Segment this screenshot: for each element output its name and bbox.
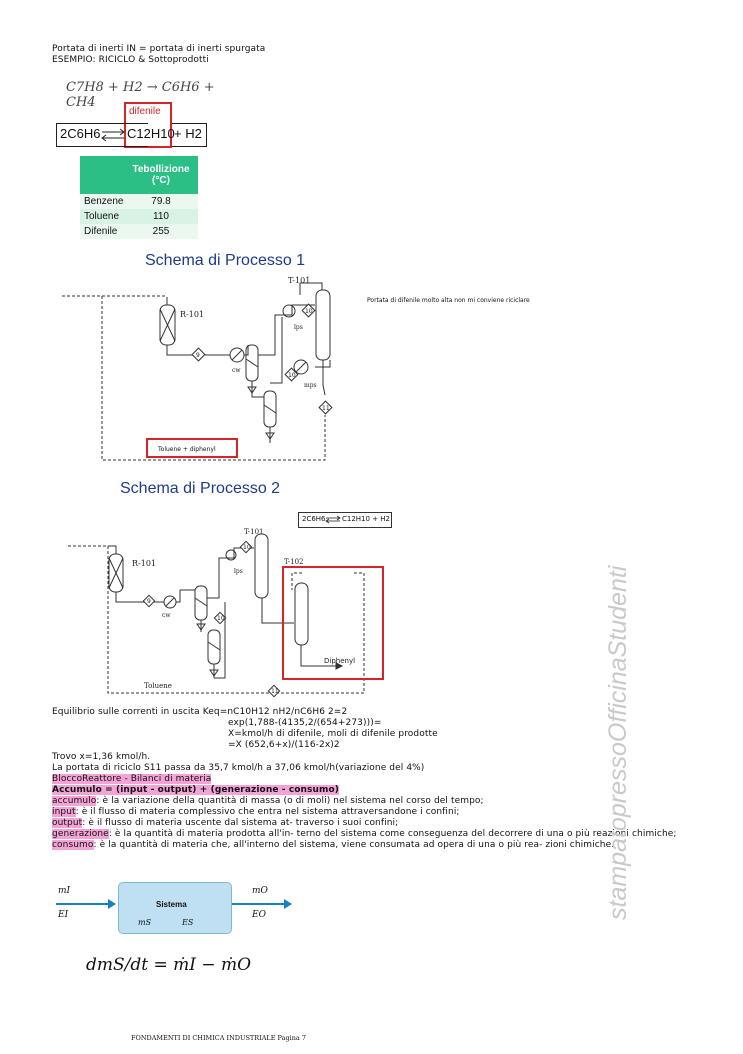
system-box-label: Sistema — [156, 900, 187, 909]
table-cell-value: 79.8 — [151, 196, 171, 207]
schema2-stream-10: 10 — [243, 544, 251, 551]
table-cell-value: 110 — [153, 211, 169, 222]
schema1-mps: mps — [304, 382, 317, 389]
schema2-eq-right: C12H10 + H2 — [342, 515, 390, 523]
hydrogen-term: + H2 — [174, 126, 202, 141]
boiling-point-table — [80, 156, 198, 239]
schema2-diphenyl: Diphenyl — [324, 657, 356, 665]
schema2-stream-9: 9 — [147, 598, 151, 605]
schema1-r101: R-101 — [180, 310, 204, 319]
body-line-3: X=kmol/h di difenile, moli di difenile prodotte — [228, 729, 438, 739]
intro-line-1: Portata di inerti IN = portata di inerti spurgata — [52, 44, 266, 54]
schema2-title: Schema di Processo 2 — [120, 480, 281, 497]
watermark: stampatopressoOfficinaStudenti — [604, 565, 632, 920]
system-mass-label: mS — [138, 918, 152, 927]
body-line-5: Trovo x=1,36 kmol/h. — [52, 752, 151, 762]
toluene-reaction-equation: C7H8 + H2 → C6H6 + CH4 — [66, 80, 215, 110]
heading-accumulo-equation: Accumulo = (input - output) + (generazione - consumo) — [52, 785, 339, 795]
term-accumulo: accumulo — [52, 796, 97, 806]
def-input — [52, 807, 460, 818]
system-diagram — [56, 880, 286, 940]
table-row — [80, 209, 198, 224]
schema2-equilibrium-icon — [325, 515, 341, 524]
table-row — [80, 194, 198, 209]
schema1-stream-10: 10 — [305, 308, 313, 315]
body-line-6: La portata di riciclo S11 passa da 35,7 kmol/h a 37,06 kmol/h(variazione del 4%) — [52, 763, 425, 773]
heading-bilanci: BloccoReattore - Bilanci di materia — [52, 774, 212, 784]
diphenyl-term: C12H10 — [127, 126, 175, 141]
def-output-text: : è il flusso di materia uscente dal sistema at- traverso i suoi confini; — [82, 818, 399, 828]
table-cell-name: Benzene — [84, 196, 124, 207]
input-energy-label: EI — [58, 910, 69, 920]
schema2-cw: cw — [162, 612, 171, 619]
def-consumo — [52, 840, 614, 851]
eq2-frame-right — [172, 123, 207, 147]
table-cell-value: 255 — [152, 226, 170, 237]
input-flow-label: mI — [58, 886, 71, 896]
schema1-stream-9: 9 — [196, 352, 200, 359]
schema1-box-label: Toluene + diphenyl — [158, 446, 216, 453]
def-generazione — [52, 829, 677, 840]
term-generazione: generazione — [52, 829, 109, 839]
schema1-lps: lps — [294, 324, 303, 331]
intro-line-2: ESEMPIO: RICICLO & Sottoprodotti — [52, 55, 209, 65]
schema1-t101: T-101 — [288, 276, 311, 285]
schema2-eq-left: 2C6H6 — [302, 515, 326, 523]
table-header-blank — [80, 156, 124, 194]
mass-balance-equation: dmS/dt = ṁI − ṁO — [86, 955, 252, 975]
schema2-toluene: Toluene — [144, 682, 172, 690]
def-generazione-text: : è la quantità di materia prodotta all'in- terno del sistema come conseguenza del decorrere di una o più reazioni chimiche; — [108, 829, 677, 839]
table-header-boiling: Tebollizione (°C) — [124, 156, 198, 194]
system-energy-label: ES — [182, 918, 194, 927]
output-arrow-icon — [232, 898, 292, 910]
body-line-1: Equilibrio sulle correnti in uscita Keq=nC10H12 nH2/nC6H6 2=2 — [52, 707, 348, 717]
table-cell-name: Difenile — [84, 226, 118, 237]
schema2-lps: lps — [234, 568, 243, 575]
def-output — [52, 818, 398, 829]
schema1-stream-10b: 10 — [288, 372, 296, 379]
schema2-red-box — [282, 566, 384, 680]
page-footer: FONDAMENTI DI CHIMICA INDUSTRIALE Pagina 7 — [131, 1034, 306, 1042]
def-consumo-text: : è la quantità di materia che, all'interno del sistema, viene consumata ad opera di una o più rea- zioni chimiche. — [93, 840, 615, 850]
schema2-r101: R-101 — [132, 559, 156, 568]
schema1-cw: cw — [232, 367, 241, 374]
def-input-text: : è il flusso di materia complessivo che entra nel sistema attraversandone i confini; — [75, 807, 460, 817]
def-accumulo-text: : è la variazione della quantità di massa (o di moli) nel sistema nel corso del tempo; — [96, 796, 484, 806]
schema1-note: Portata di difenile molto alta non mi conviene riciclare — [367, 297, 530, 304]
reaction-figure — [56, 78, 226, 148]
output-flow-label: mO — [252, 886, 268, 896]
schema2-stream-10b: 10 — [217, 615, 225, 622]
difenile-label: difenile — [129, 106, 161, 117]
equilibrium-arrows-icon — [100, 128, 126, 142]
schema2-stream-11: 11 — [271, 688, 279, 695]
process-schema-1 — [60, 275, 350, 465]
output-energy-label: EO — [252, 910, 266, 920]
body-line-4: =X (652,6+x)/(116-2x)2 — [228, 740, 340, 750]
schema1-stream-11: 11 — [322, 405, 330, 412]
term-output: output — [52, 818, 83, 828]
body-line-2: exp(1,788-(4135,2/(654+273)))= — [228, 718, 382, 728]
table-row — [80, 224, 198, 239]
benzene-term: 2C6H6 — [60, 126, 101, 141]
term-input: input — [52, 807, 76, 817]
table-cell-name: Toluene — [84, 211, 120, 222]
def-accumulo — [52, 796, 484, 807]
schema1-title: Schema di Processo 1 — [145, 252, 306, 269]
schema2-t102: T-102 — [284, 558, 304, 566]
input-arrow-icon — [56, 898, 116, 910]
term-consumo: consumo — [52, 840, 94, 850]
schema2-t101: T-101 — [244, 528, 264, 536]
